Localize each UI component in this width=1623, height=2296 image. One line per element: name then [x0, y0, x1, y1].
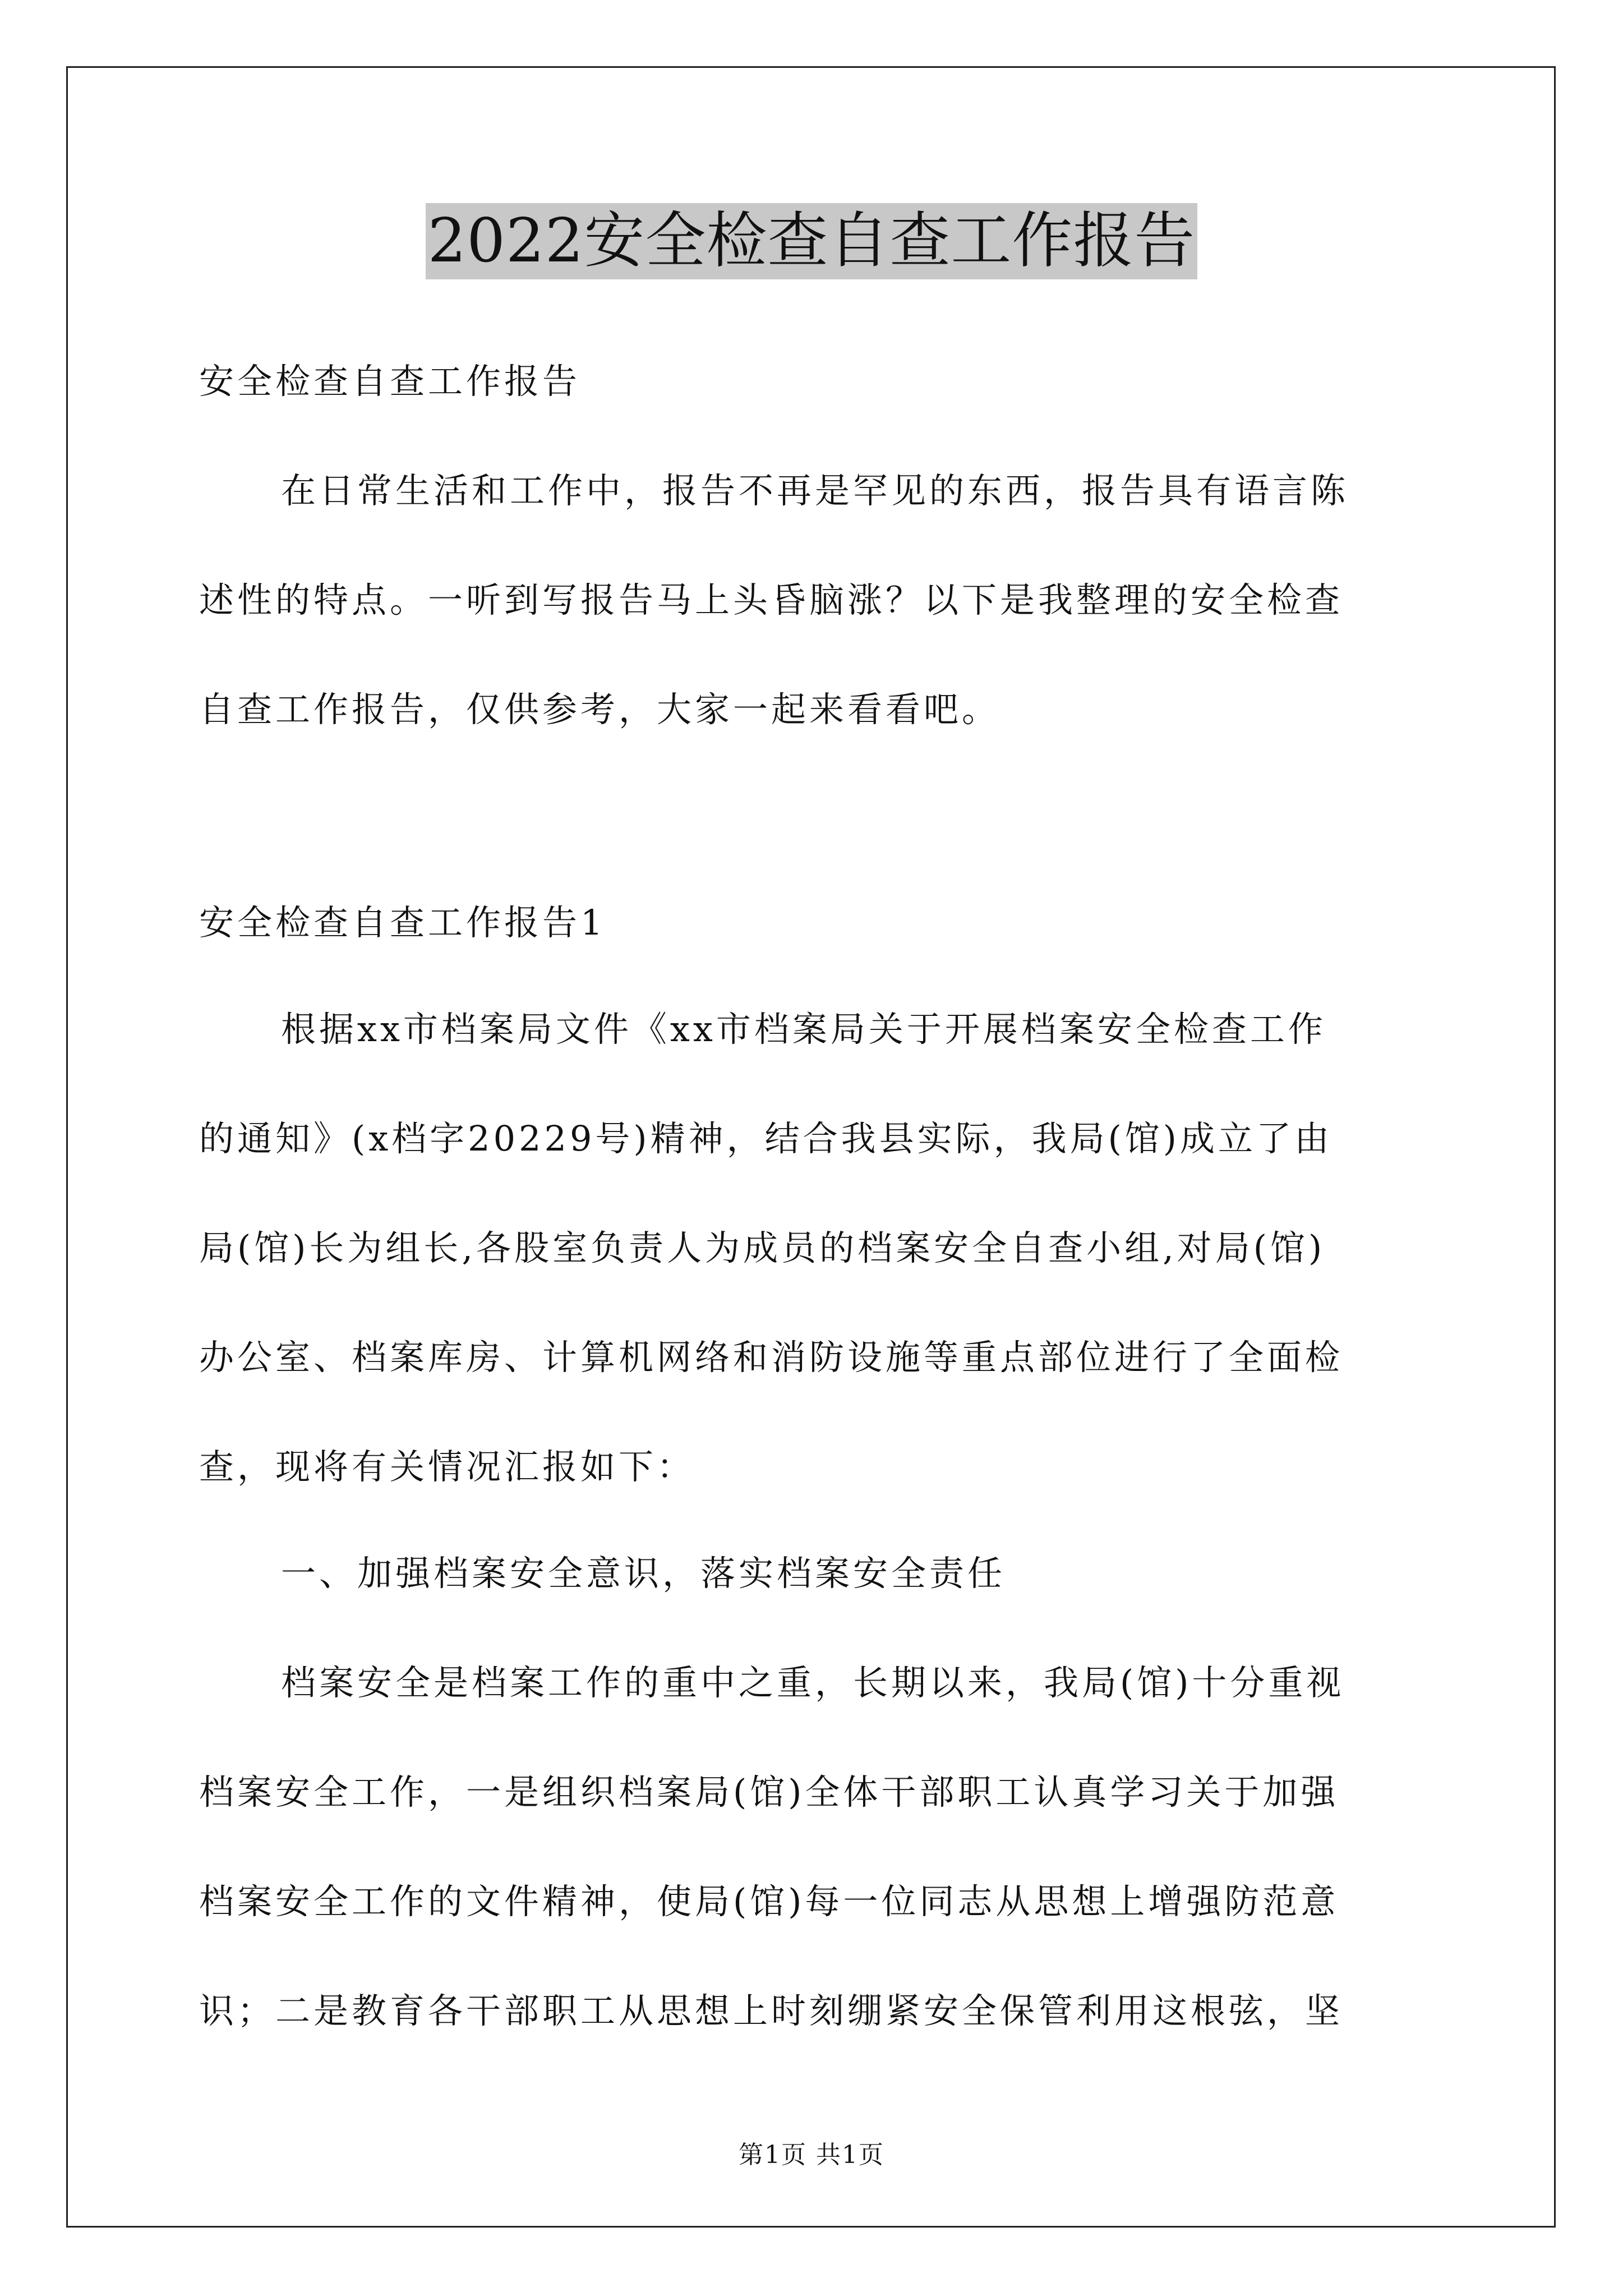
intro-line-2: 述性的特点。一听到写报告马上头昏脑涨？以下是我整理的安全检查: [199, 579, 1344, 620]
para1-line-1: 根据xx市档案局文件《xx市档案局关于开展档案安全检查工作: [281, 1009, 1326, 1050]
para1-line-5: 查，现将有关情况汇报如下：: [199, 1446, 695, 1487]
para2-line-4: 识；二是教育各干部职工从思想上时刻绷紧安全保管利用这根弦，坚: [199, 1990, 1344, 2031]
page-footer: 第1页 共1页: [739, 2141, 884, 2169]
para2-line-1: 档案安全是档案工作的重中之重，长期以来，我局(馆)十分重视: [281, 1662, 1345, 1703]
intro-line-1: 在日常生活和工作中，报告不再是罕见的东西，报告具有语言陈: [281, 470, 1349, 511]
para1-line-4: 办公室、档案库房、计算机网络和消防设施等重点部位进行了全面检: [199, 1337, 1344, 1378]
para1-line-3: 局(馆)长为组长,各股室负责人为成员的档案安全自查小组,对局(馆): [199, 1227, 1326, 1268]
section-heading: 安全检查自查工作报告1: [199, 902, 606, 943]
document-subtitle: 安全检查自查工作报告: [199, 361, 581, 402]
para2-line-2: 档案安全工作，一是组织档案局(馆)全体干部职工认真学习关于加强: [199, 1772, 1339, 1812]
intro-line-3: 自查工作报告，仅供参考，大家一起来看看吧。: [199, 689, 1000, 730]
document-title: 2022安全检查自查工作报告: [426, 203, 1198, 279]
point1-heading: 一、加强档案安全意识，落实档案安全责任: [281, 1553, 1006, 1594]
para2-line-3: 档案安全工作的文件精神，使局(馆)每一位同志从思想上增强防范意: [199, 1881, 1339, 1922]
para1-line-2: 的通知》(x档字20229号)精神，结合我县实际，我局(馆)成立了由: [199, 1118, 1332, 1159]
title-container: [0, 203, 1623, 279]
